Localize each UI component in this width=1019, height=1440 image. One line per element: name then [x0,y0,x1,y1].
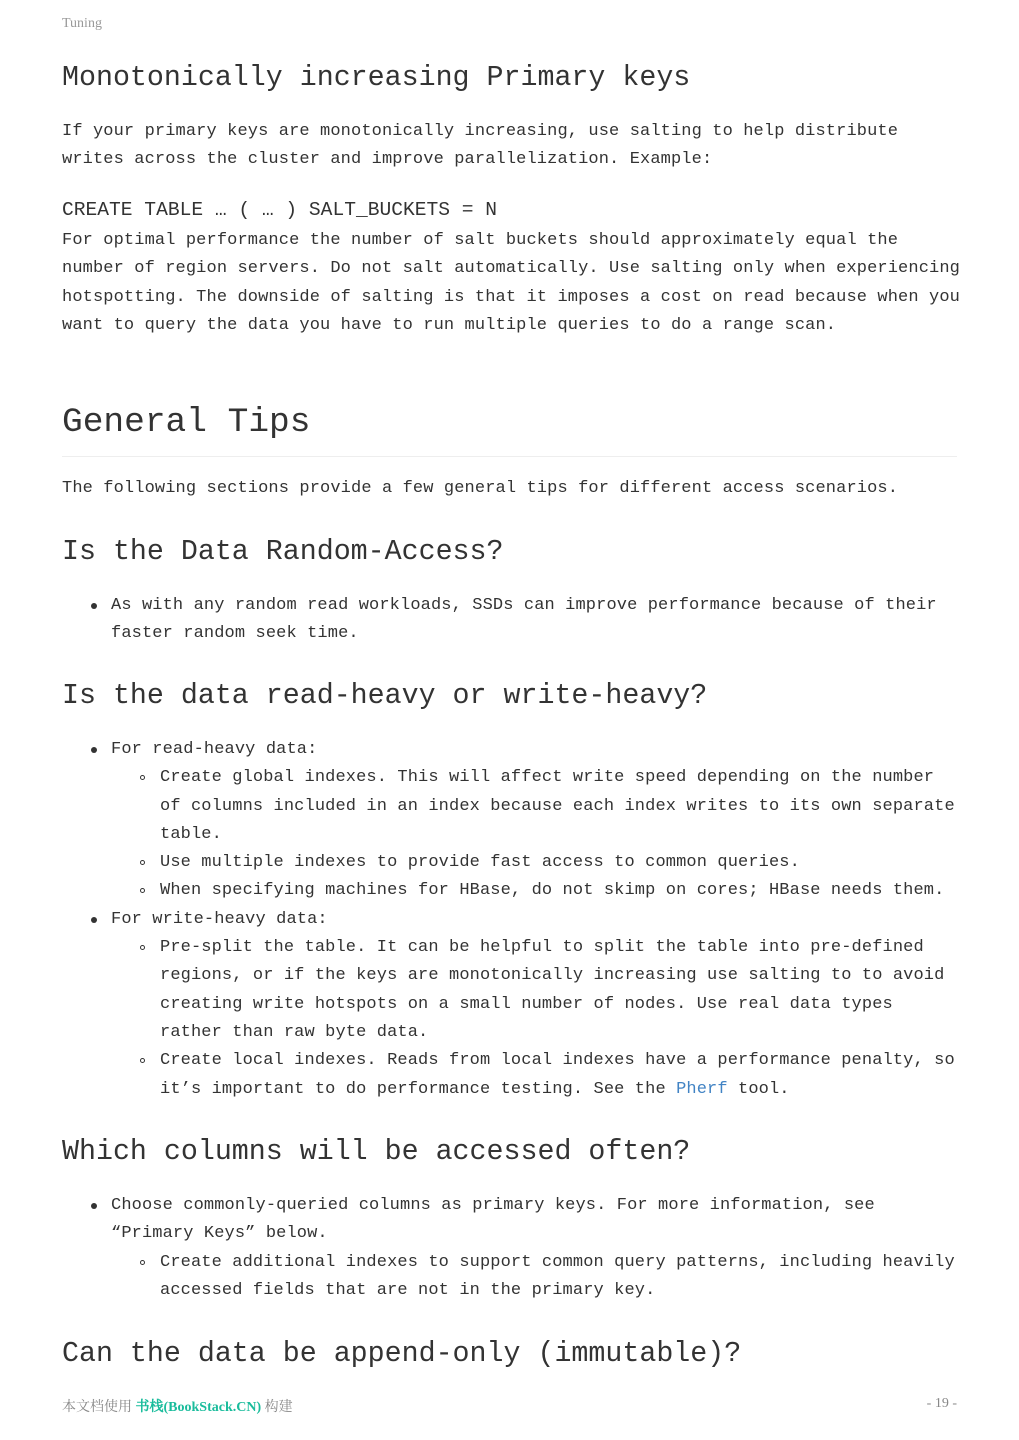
text: tool. [727,1079,790,1099]
paragraph: If your primary keys are monotonically increasing, use salting to help distribute writes across the cluster and improve parallelization. Example: [62,122,899,170]
footer-text: 本文档使用 [62,1400,136,1415]
running-header: Tuning [62,16,102,31]
list-item-label: Choose commonly-queried columns as primary keys. For more information, see “Primary Keys” below. [111,1196,875,1244]
bullet-list [62,1192,957,1305]
section-heading-append-only: Can the data be append-only (immutable)? [62,1338,742,1370]
list-item [62,1192,957,1305]
list-item-label: For write-heavy data: [111,909,328,929]
list-item: When specifying machines for HBase, do not skimp on cores; HBase needs them. [111,877,957,905]
section-heading-read-write: Is the data read-heavy or write-heavy? [62,680,708,712]
bullet-list [62,736,957,1104]
sub-list [111,934,957,1104]
list-item: Use multiple indexes to provide fast access to common queries. [111,849,957,877]
paragraph: The following sections provide a few general tips for different access scenarios. [62,479,899,498]
sub-list [111,1249,957,1306]
list-item: Pre-split the table. It can be helpful to split the table into pre-defined regions, or if the keys are monotonically increasing use salting to to avoid creating write hotspots on a small number of nodes. Use real data types rather than raw byte data. [111,934,957,1047]
sub-list [111,764,957,905]
paragraph: For optimal performance the number of salt buckets should approximately equal the number of region servers. Do not salt automatically. Use salting only when experiencing hotspotting. The downside of salting is that it imposes a cost on read because when you want to query the data you have to run multiple queries to do a range scan. [62,231,960,335]
list-item [62,906,957,1104]
bullet-list [62,592,957,649]
footer-text: 构建 [261,1400,293,1415]
list-item [62,736,957,906]
code-line: CREATE TABLE … ( … ) SALT_BUCKETS = N [62,199,498,221]
page-footer [62,1396,957,1416]
list-item: As with any random read workloads, SSDs can improve performance because of their faster random seek time. [62,592,957,649]
section-heading-general-tips: General Tips [62,403,311,442]
footer-brand-link[interactable]: 书栈(BookStack.CN) [135,1400,262,1415]
list-item: Create additional indexes to support common query patterns, including heavily accessed fields that are not in the primary key. [111,1249,957,1306]
section-heading-monotonic: Monotonically increasing Primary keys [62,62,691,94]
divider [62,456,957,457]
list-item: Create global indexes. This will affect write speed depending on the number of columns included in an index because each index writes to its own separate table. [111,764,957,849]
section-heading-random-access: Is the Data Random-Access? [62,536,504,568]
list-item [111,1047,957,1104]
pherf-link[interactable]: Pherf [676,1079,728,1099]
page-number: - 19 - [926,1396,957,1411]
section-heading-columns: Which columns will be accessed often? [62,1136,691,1168]
list-item-label: For read-heavy data: [111,740,318,759]
text: Create local indexes. Reads from local indexes have a performance penalty, so it’s important to do performance testing. See the [160,1051,955,1099]
